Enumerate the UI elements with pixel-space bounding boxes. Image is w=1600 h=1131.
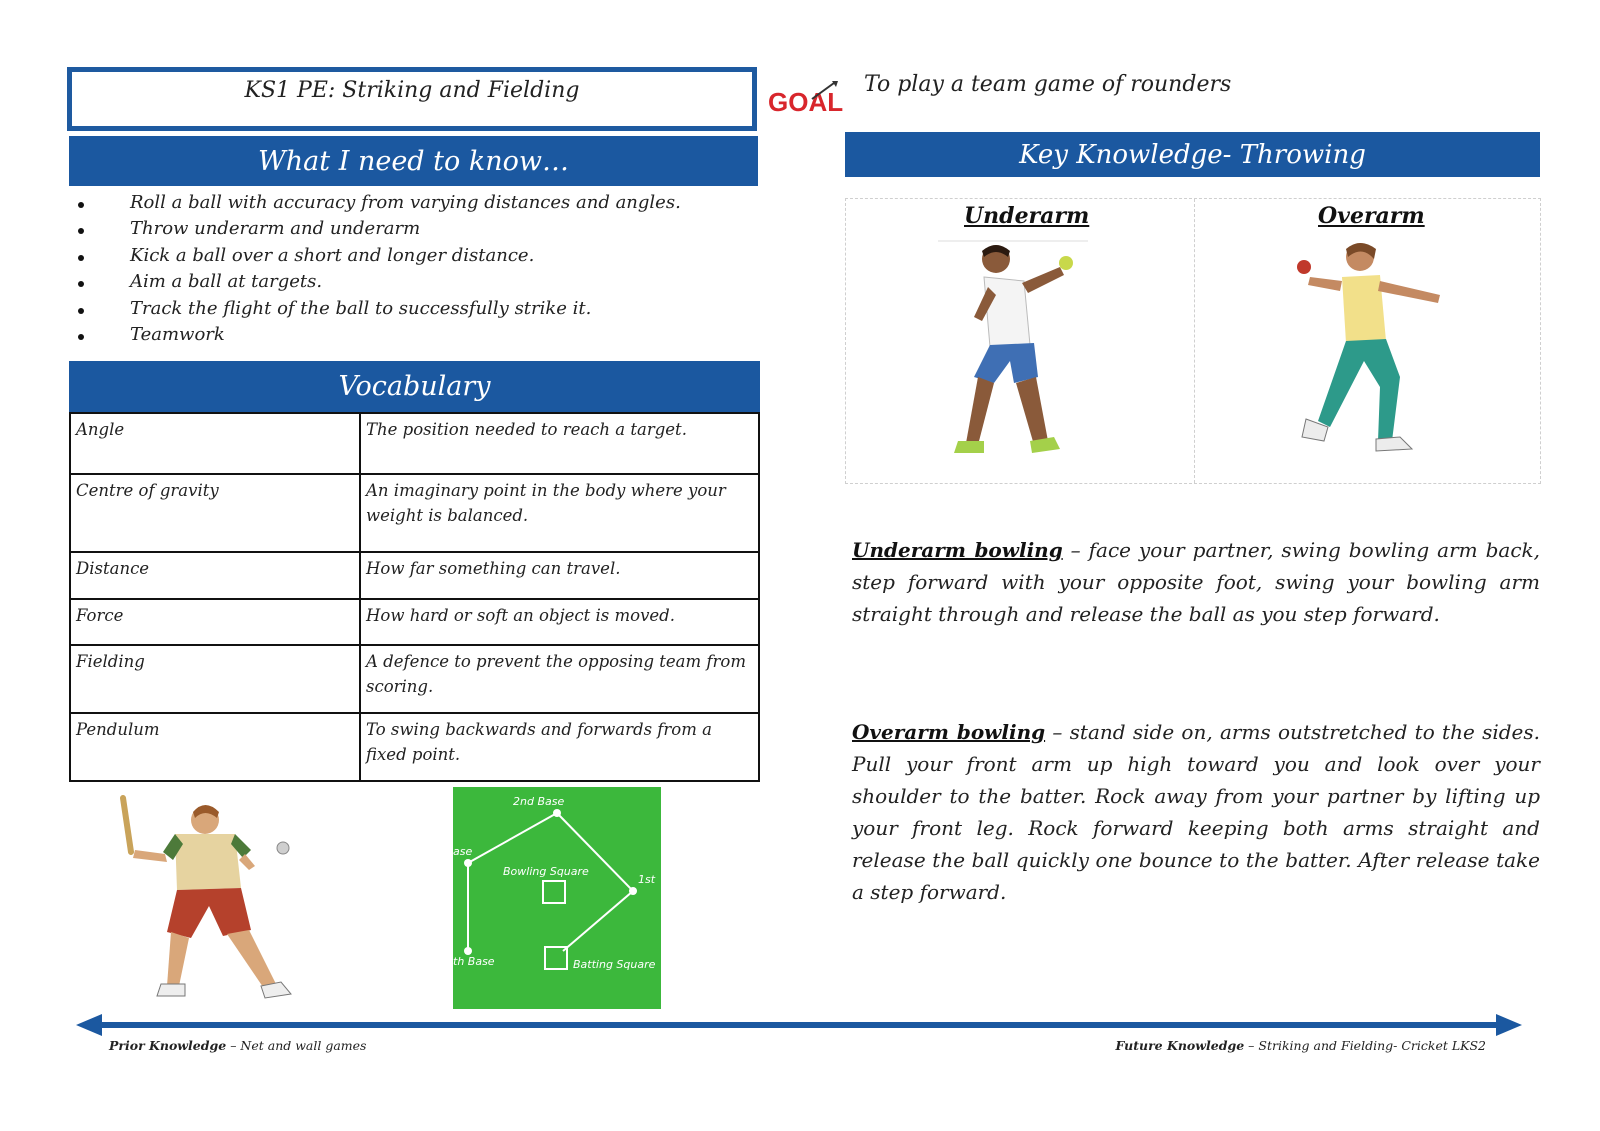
- table-row: [70, 645, 759, 713]
- list-item: Throw underarm and underarm: [76, 216, 756, 242]
- goal-logo-text: GOAL: [768, 87, 844, 117]
- list-item: Teamwork: [76, 322, 756, 348]
- underarm-bowling-text: – face your partner, swing bowling arm back, step forward with your opposite foot, swing your bowling arm straight through and release the ball as you step forward.: [852, 538, 1540, 626]
- prior-knowledge: [109, 1038, 366, 1053]
- vocab-term: Fielding: [70, 645, 360, 713]
- prior-knowledge-text: – Net and wall games: [230, 1038, 367, 1053]
- vocab-term: Centre of gravity: [70, 474, 360, 552]
- page-title-box: [67, 67, 757, 131]
- vocab-term: Force: [70, 599, 360, 645]
- panel-divider: [1194, 199, 1195, 483]
- know-heading: What I need to know…: [69, 136, 758, 186]
- bowling-square-label: Bowling Square: [503, 865, 589, 878]
- vocabulary-table: [69, 412, 760, 782]
- overarm-title: Overarm: [1318, 203, 1425, 229]
- list-item: Aim a ball at targets.: [76, 269, 756, 295]
- list-item: Kick a ball over a short and longer distance.: [76, 243, 756, 269]
- first-base-marker: [629, 887, 637, 895]
- vocabulary-heading: Vocabulary: [69, 361, 760, 412]
- knowledge-timeline-arrow: [76, 1010, 1522, 1040]
- underarm-thrower-illustration: [938, 237, 1098, 467]
- vocab-definition: An imaginary point in the body where your weight is balanced.: [360, 474, 759, 552]
- key-knowledge-heading: Key Knowledge- Throwing: [845, 132, 1540, 177]
- list-item: Roll a ball with accuracy from varying distances and angles.: [76, 190, 756, 216]
- third-base-label: ase: [453, 845, 473, 858]
- overarm-bowling-text: – stand side on, arms outstretched to the sides. Pull your front arm up high toward you and look over your shoulder to the batter. Rock away from your partner by lifting up your front leg. Rock forward keeping both arms straight and release the ball quickly one bounce to the batter. After release take a step forward.: [852, 720, 1540, 904]
- goal-text: To play a team game of rounders: [864, 72, 1232, 97]
- vocab-term: Angle: [70, 413, 360, 474]
- page-title: KS1 PE: Striking and Fielding: [244, 78, 580, 103]
- prior-knowledge-label: Prior Knowledge: [109, 1038, 227, 1053]
- goal-logo: [768, 79, 850, 117]
- throwing-images-panel: [845, 198, 1541, 484]
- table-row: [70, 713, 759, 781]
- overarm-bowling-paragraph: [852, 716, 1540, 908]
- rounders-field-diagram: [453, 787, 661, 1009]
- field-lines: [453, 787, 661, 1009]
- batter-illustration: [105, 790, 305, 1010]
- bowling-square: [543, 881, 565, 903]
- second-base-marker: [553, 809, 561, 817]
- second-base-label: 2nd Base: [513, 795, 565, 808]
- batting-square-label: Batting Square: [573, 958, 656, 971]
- vocab-definition: To swing backwards and forwards from a fixed point.: [360, 713, 759, 781]
- future-knowledge: [1115, 1038, 1486, 1053]
- underarm-bowling-paragraph: [852, 534, 1540, 630]
- overarm-thrower-illustration: [1276, 237, 1456, 467]
- table-row: [70, 474, 759, 552]
- list-item: Track the flight of the ball to successfully strike it.: [76, 296, 756, 322]
- underarm-bowling-lead: Underarm bowling: [852, 538, 1063, 562]
- overarm-bowling-lead: Overarm bowling: [852, 720, 1046, 744]
- table-row: [70, 599, 759, 645]
- vocab-term: Distance: [70, 552, 360, 599]
- target-icon: [768, 79, 850, 117]
- future-knowledge-text: – Striking and Fielding- Cricket LKS2: [1248, 1038, 1486, 1053]
- future-knowledge-label: Future Knowledge: [1115, 1038, 1245, 1053]
- underarm-title: Underarm: [964, 203, 1090, 229]
- fourth-base-label: th Base: [453, 955, 495, 968]
- vocab-term: Pendulum: [70, 713, 360, 781]
- arrow-right-icon: [1496, 1014, 1522, 1036]
- table-row: [70, 552, 759, 599]
- arrow-left-icon: [76, 1014, 102, 1036]
- third-base-marker: [464, 859, 472, 867]
- know-list: [76, 190, 756, 348]
- table-row: [70, 413, 759, 474]
- fourth-base-marker: [464, 947, 472, 955]
- vocab-definition: A defence to prevent the opposing team from scoring.: [360, 645, 759, 713]
- vocab-definition: How hard or soft an object is moved.: [360, 599, 759, 645]
- vocab-definition: The position needed to reach a target.: [360, 413, 759, 474]
- first-base-label: 1st: [638, 873, 656, 886]
- vocab-definition: How far something can travel.: [360, 552, 759, 599]
